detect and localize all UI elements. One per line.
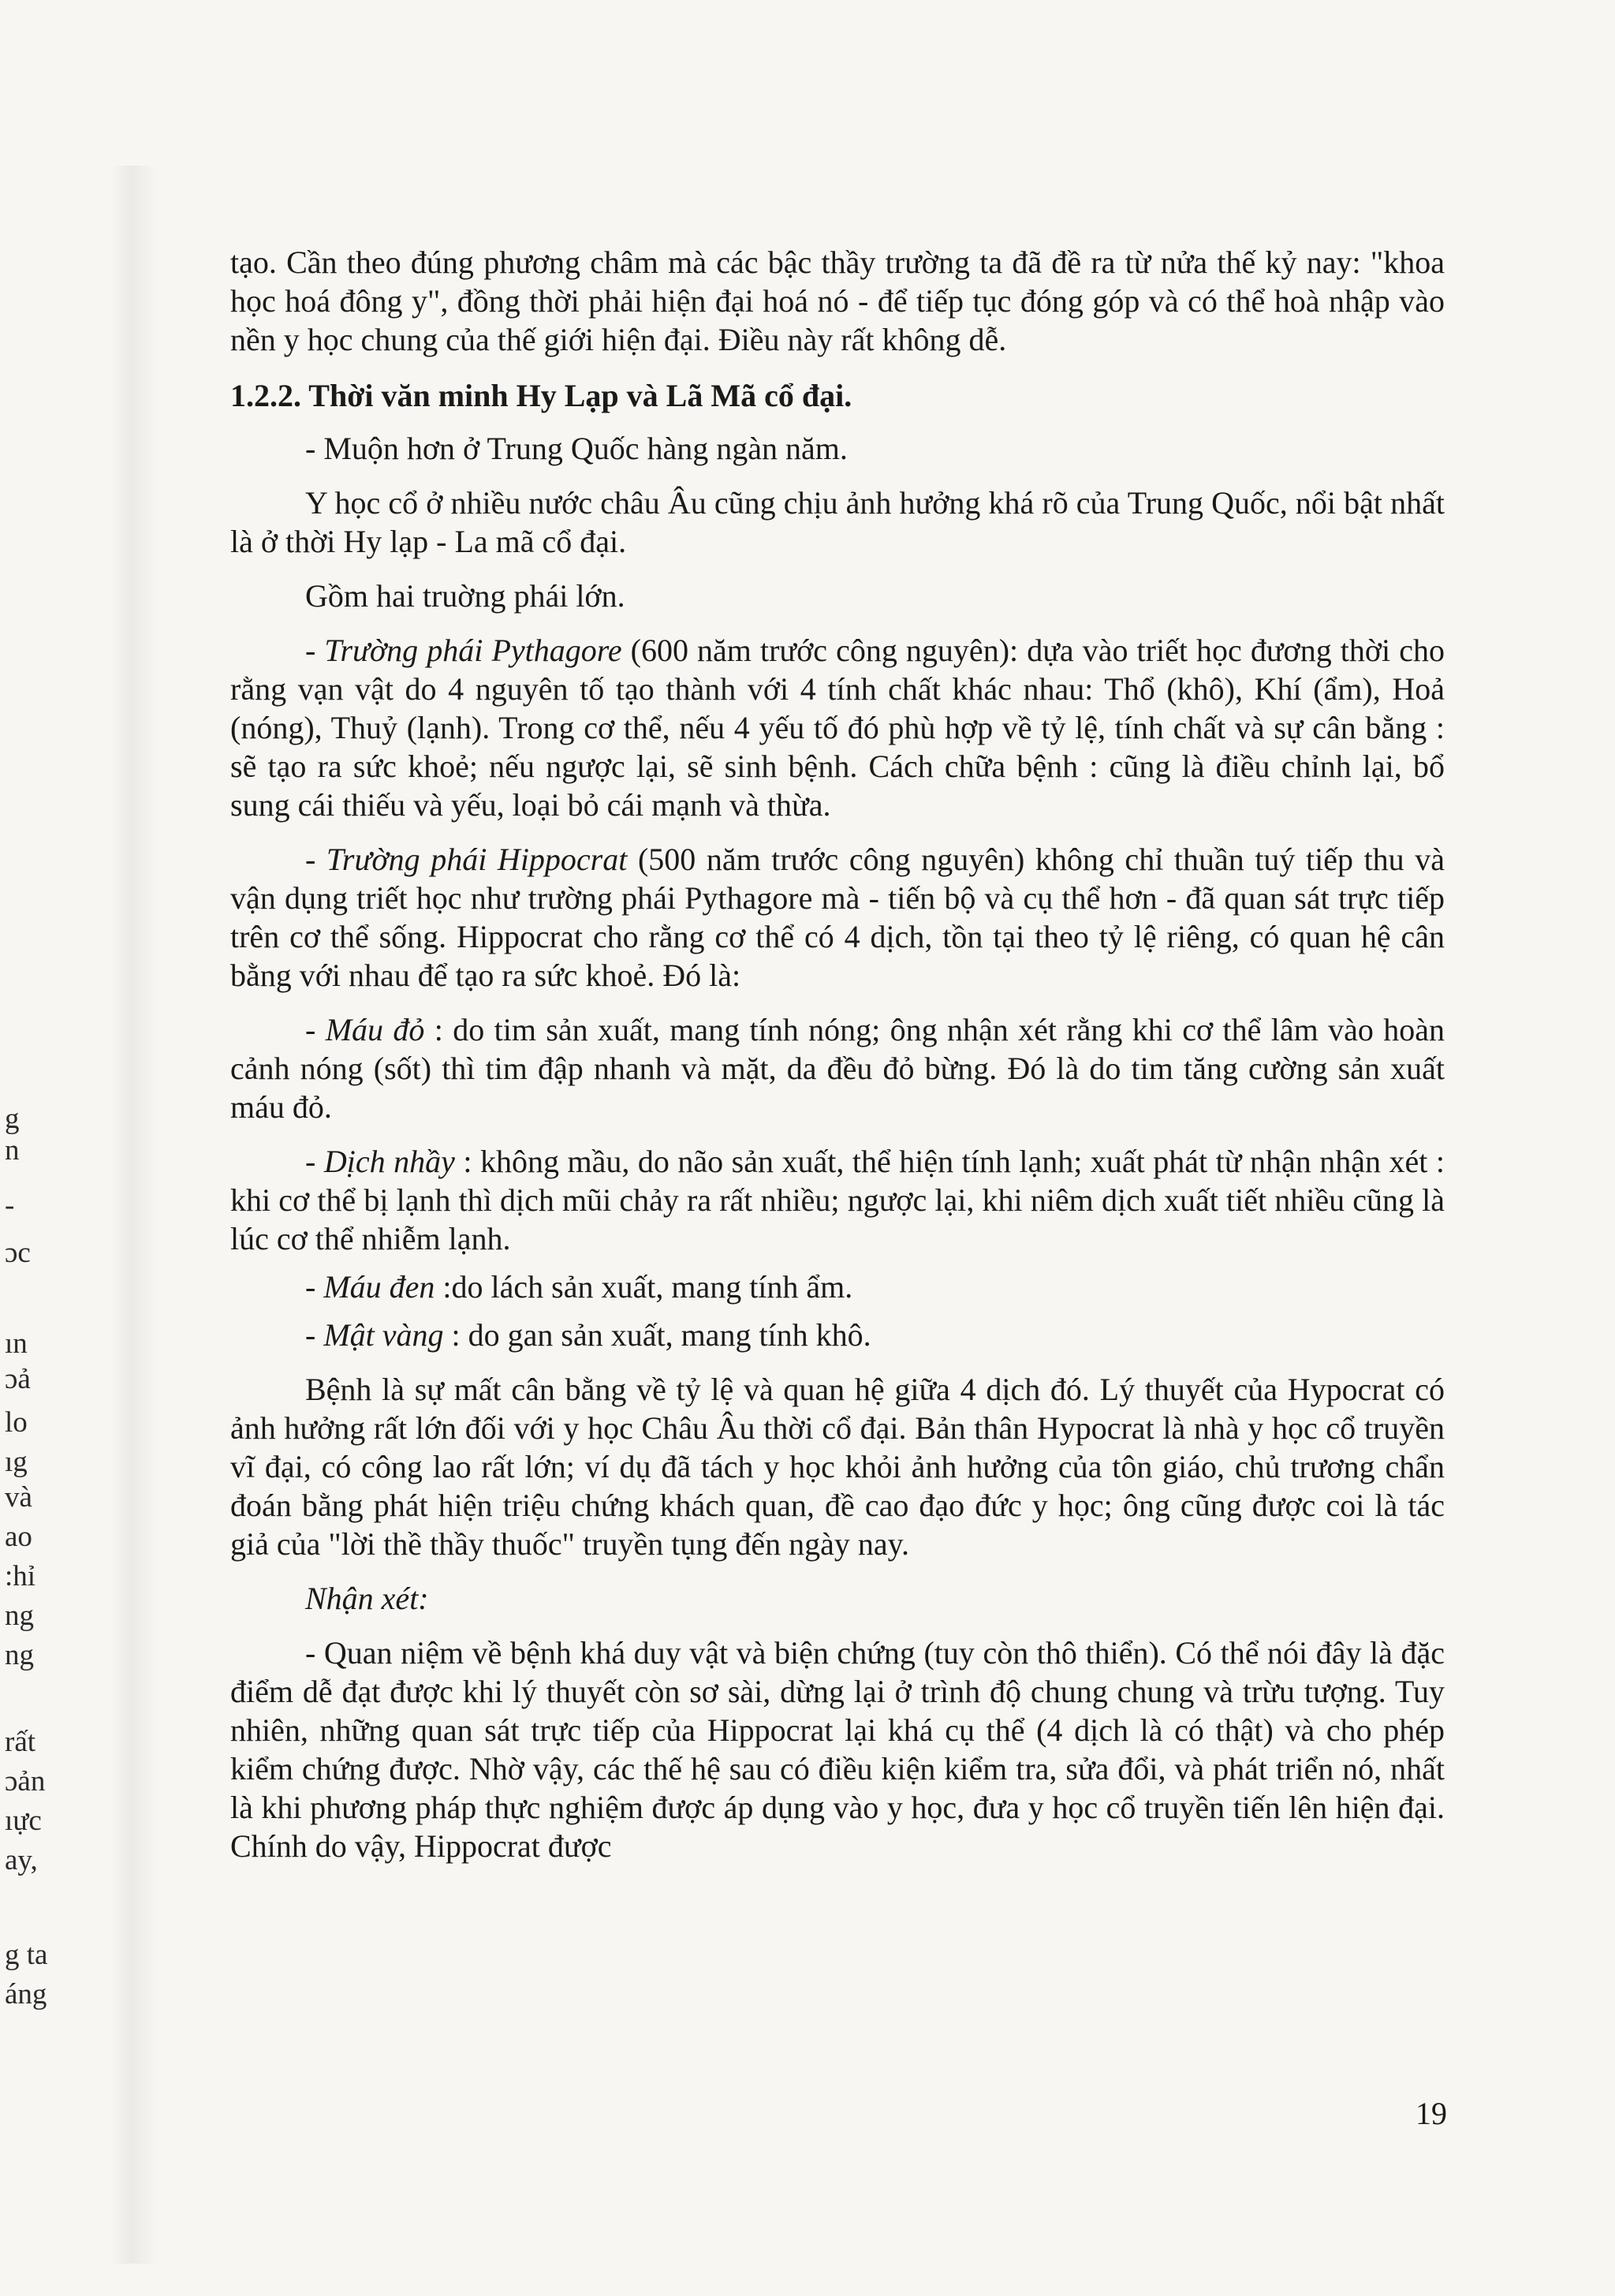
body-text <box>230 243 1445 1865</box>
margin-fragment: g ta <box>5 1939 48 1971</box>
term-pythagore: - Trường phái Pythagore <box>305 633 622 668</box>
remark-heading: Nhận xét: <box>305 1581 429 1616</box>
margin-fragment: ɔản <box>5 1765 46 1798</box>
paragraph-mat-vang <box>230 1316 1445 1354</box>
margin-fragment: :hỉ <box>5 1560 36 1592</box>
margin-fragment: ıg <box>5 1446 28 1478</box>
page-number: 19 <box>1415 2096 1447 2131</box>
paragraph-mau-den <box>230 1267 1445 1306</box>
margin-fragment: rất <box>5 1726 36 1758</box>
text-mat-vang: : do gan sản xuất, mang tính khô. <box>443 1317 871 1353</box>
margin-fragment: ng <box>5 1600 34 1632</box>
paragraph-intro: tạo. Cần theo đúng phương châm mà các bậc thầy trường ta đã đề ra từ nửa thế kỷ nay: "khoa học hoá đông y", đồng thời phải hiện đại hoá nó - để tiếp tục đóng góp và có thể hoà nhập vào nền y học chung của thế giới hiện đại. Điều này rất không dễ. <box>230 245 1445 357</box>
margin-fragment: g <box>5 1103 20 1135</box>
binding-gutter-shadow <box>110 166 158 2264</box>
term-mat-vang: - Mật vàng <box>305 1317 444 1353</box>
section-heading: 1.2.2. Thời văn minh Hy Lạp và Lã Mã cổ đại. <box>230 378 852 413</box>
margin-fragment: ao <box>5 1521 32 1553</box>
paragraph-dich-nhay <box>230 1142 1445 1258</box>
text-dich-nhay: : không mầu, do não sản xuất, thể hiện tính lạnh; xuất phát từ nhận nhận xét : khi cơ thể bị lạnh thì dịch mũi chảy ra rất nhiều; ngược lại, khi niêm dịch xuất tiết nhiều cũng là lúc cơ thể nhiễm lạnh. <box>230 1144 1445 1256</box>
paragraph-hippocrat <box>230 840 1445 995</box>
margin-fragment: ıực <box>5 1805 42 1837</box>
paragraph-later: - Muộn hơn ở Trung Quốc hàng ngàn năm. <box>305 431 848 466</box>
term-mau-do: - Máu đỏ <box>305 1012 425 1047</box>
margin-fragment: ay, <box>5 1844 38 1876</box>
paragraph-mau-do <box>230 1010 1445 1126</box>
margin-fragment: ɔả <box>5 1363 31 1395</box>
term-dich-nhay: - Dịch nhầy <box>305 1144 455 1179</box>
margin-fragment: - <box>5 1189 15 1222</box>
text-hippocrat: (500 năm trước công nguyên) không chỉ thuần tuý tiếp thu và vận dụng triết học như trường phái Pythagore mà - tiến bộ và cụ thể hơn - đã quan sát trực tiếp trên cơ thể sống. Hippocrat cho rằng cơ thể có 4 dịch, tồn tại theo tỷ lệ riêng, có quan hệ cân bằng với nhau để tạo ra sức khoẻ. Đó là: <box>230 842 1445 993</box>
margin-fragment: lo <box>5 1406 28 1439</box>
paragraph-disease: Bệnh là sự mất cân bằng về tỷ lệ và quan hệ giữa 4 dịch đó. Lý thuyết của Hypocrat có ảnh hưởng rất lớn đối với y học Châu Âu thời cổ đại. Bản thân Hypocrat là nhà y học cổ truyền vĩ đại, có công lao rất lớn; ví dụ đã tách y học khỏi ảnh hưởng của tôn giáo, chủ trương chẩn đoán bằng phát hiện triệu chứng khách quan, đề cao đạo đức y học; ông cũng được coi là tác giả của "lời thề thầy thuốc" truyền tụng đến ngày nay. <box>230 1372 1445 1562</box>
paragraph-pythagore <box>230 631 1445 824</box>
margin-fragment: ng <box>5 1639 34 1671</box>
margin-fragment: ın <box>5 1327 28 1360</box>
margin-fragment: và <box>5 1481 32 1514</box>
margin-fragment: ɔc <box>5 1237 31 1269</box>
text-mau-do: : do tim sản xuất, mang tính nóng; ông nhận xét rằng khi cơ thể lâm vào hoàn cảnh nóng (sốt) thì tim đập nhanh và mặt, da đều đỏ bừng. Đó là do tim tăng cường sản xuất máu đỏ. <box>230 1012 1445 1125</box>
paragraph-remark: - Quan niệm về bệnh khá duy vật và biện chứng (tuy còn thô thiển). Có thể nói đây là đặc điểm dễ đạt được khi lý thuyết còn sơ sài, dừng lại ở trình độ chung chung và trừu tượng. Tuy nhiên, những quan sát trực tiếp của Hippocrat lại khá cụ thể (4 dịch là có thật) và cho phép kiểm chứng được. Nhờ vậy, các thế hệ sau có điều kiện kiểm tra, sửa đổi, và phát triển nó, nhất là khi phương pháp thực nghiệm được áp dụng vào y học, đưa y học cổ truyền tiến lên hiện đại. Chính do vậy, Hippocrat được <box>230 1635 1445 1864</box>
term-hippocrat: - Trường phái Hippocrat <box>305 842 628 877</box>
text-pythagore: (600 năm trước công nguyên): dựa vào triết học đương thời cho rằng vạn vật do 4 nguyên tố tạo thành với 4 tính chất khác nhau: Thổ (khô), Khí (ẩm), Hoả (nóng), Thuỷ (lạnh). Trong cơ thể, nếu 4 yếu tố đó phù hợp về tỷ lệ, tính chất và sự cân bằng : sẽ tạo ra sức khoẻ; nếu ngược lại, sẽ sinh bệnh. Cách chữa bệnh : cũng là điều chỉnh lại, bổ sung cái thiếu và yếu, loại bỏ cái mạnh và thừa. <box>230 633 1445 823</box>
paragraph-influence: Y học cổ ở nhiều nước châu Âu cũng chịu ảnh hưởng khá rõ của Trung Quốc, nổi bật nhất là ở thời Hy lạp - La mã cổ đại. <box>230 485 1445 559</box>
margin-fragment: n <box>5 1134 20 1167</box>
paragraph-two-schools: Gồm hai truờng phái lớn. <box>305 578 625 614</box>
term-mau-den: - Máu đen <box>305 1269 435 1305</box>
margin-fragment: áng <box>5 1978 47 2010</box>
text-mau-den: :do lách sản xuất, mang tính ẩm. <box>435 1269 853 1305</box>
